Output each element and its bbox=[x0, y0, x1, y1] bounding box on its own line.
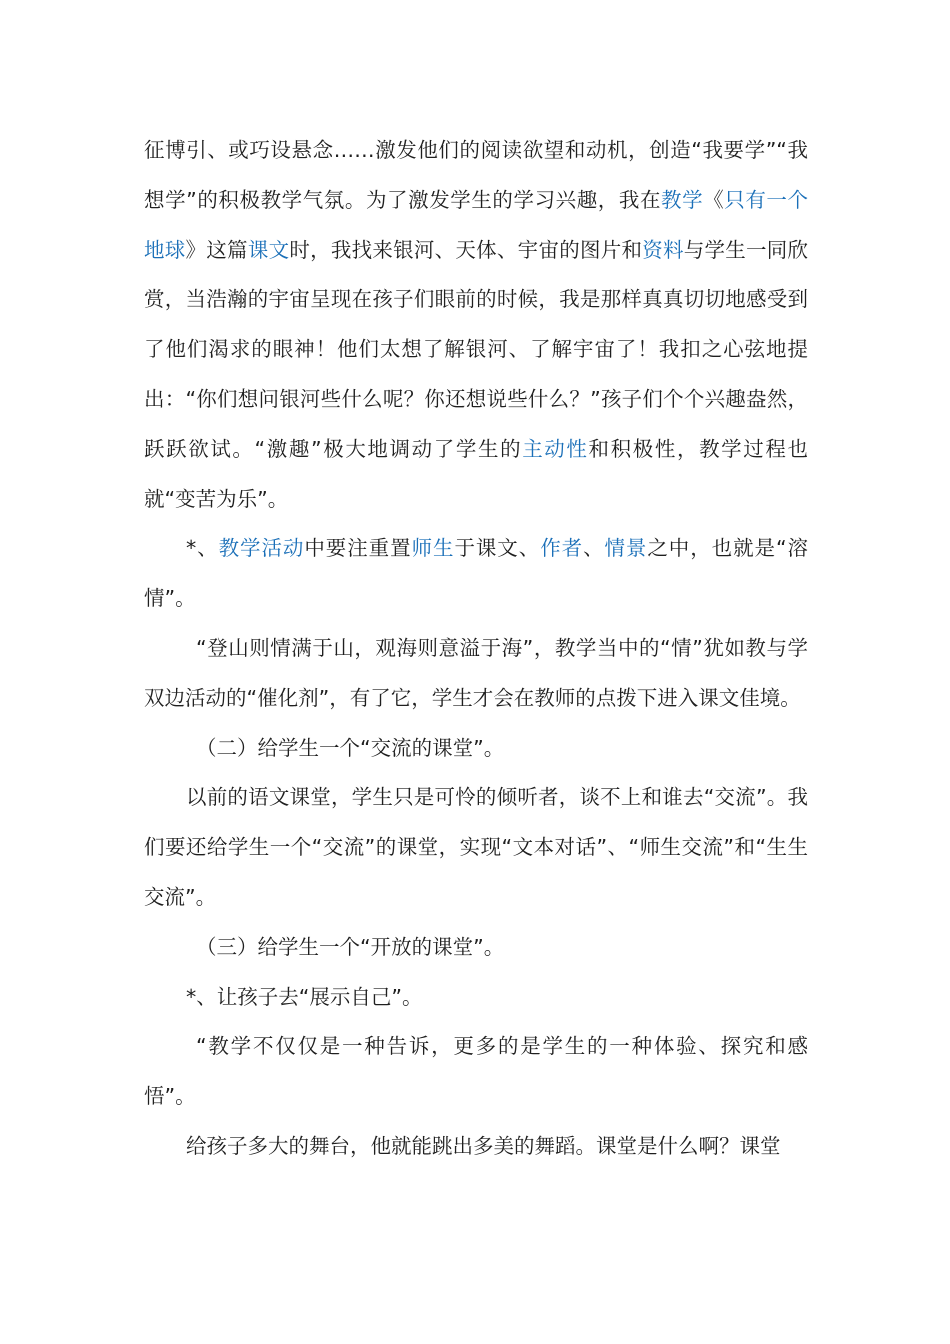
link-jiaoxue[interactable]: 教学 bbox=[661, 187, 704, 212]
link-kewen[interactable]: 课文 bbox=[247, 237, 290, 262]
paragraph-communication bbox=[144, 773, 808, 922]
paragraph-inspire-interest bbox=[144, 126, 808, 524]
paragraph-quote-emotion bbox=[144, 624, 808, 724]
text-run: 给孩子多大的舞台，他就能跳出多美的舞蹈。课堂是什么啊？课堂 bbox=[186, 1133, 781, 1158]
link-jiaoxue-huodong[interactable]: 教学活动 bbox=[218, 536, 305, 561]
text-run: 时，我找来银河、天体、宇宙的图片和 bbox=[289, 237, 643, 262]
link-qingjing[interactable]: 情景 bbox=[604, 536, 648, 561]
link-shisheng[interactable]: 师生 bbox=[411, 536, 455, 561]
text-run: 征博引、或巧设悬念……激发他们的阅读欲望和动机，创造“我要学”“我想学”的积极教学气氛。为了激发学生的学习兴趣，我在 bbox=[144, 138, 808, 212]
paragraph-show-yourself bbox=[144, 973, 808, 1023]
text-run: （二）给学生一个“交流的课堂”。 bbox=[196, 735, 505, 760]
link-zuozhe[interactable]: 作者 bbox=[540, 536, 584, 561]
link-only-one-earth[interactable]: 只有一个地球 bbox=[144, 187, 809, 262]
text-run: *、 bbox=[186, 536, 219, 561]
text-run: （三）给学生一个“开放的课堂”。 bbox=[196, 934, 505, 959]
document-body bbox=[144, 126, 808, 1172]
link-ziliao[interactable]: 资料 bbox=[642, 237, 684, 262]
text-run: *、让孩子去“展示自己”。 bbox=[186, 984, 423, 1009]
text-run: “登山则情满于山，观海则意溢于海”，教学当中的“情”犹如教与学双边活动的“催化剂”，有了它，学生才会在教师的点拨下进入课文佳境。 bbox=[144, 635, 808, 710]
text-run: “教学不仅仅是一种告诉，更多的是学生的一种体验、探究和感悟”。 bbox=[144, 1034, 808, 1109]
text-run: 《 bbox=[703, 187, 725, 212]
text-run: 于课文、 bbox=[454, 536, 541, 561]
text-run: 、 bbox=[583, 536, 605, 561]
text-run: 之中，也就是“溶情”。 bbox=[144, 536, 809, 611]
paragraph-rong-qing bbox=[144, 524, 808, 624]
link-zhudongxing[interactable]: 主动性 bbox=[522, 436, 589, 461]
paragraph-stage bbox=[144, 1122, 808, 1172]
text-run: 与学生一同欣赏，当浩瀚的宇宙呈现在孩子们眼前的时候，我是那样真真切切地感受到了他们渴求的眼神！他们太想了解银河、了解宇宙了！我扣之心弦地提出：“你们想问银河些什么呢？你还想说些什么？”孩子们个个兴趣盎然，跃跃欲试。“激趣”极大地调动了学生的 bbox=[144, 237, 809, 461]
text-run: 中要注重置 bbox=[304, 536, 412, 561]
heading-section-three bbox=[144, 923, 808, 973]
text-run: 以前的语文课堂，学生只是可怜的倾听者，谈不上和谁去“交流”。我们要还给学生一个“交流”的课堂，实现“文本对话”、“师生交流”和“生生交流”。 bbox=[144, 785, 808, 909]
paragraph-quote-teaching bbox=[144, 1022, 808, 1122]
text-run: 和积极性，教学过程也就“变苦为乐”。 bbox=[144, 436, 809, 511]
heading-section-two bbox=[144, 724, 808, 774]
text-run: 》这篇 bbox=[185, 237, 248, 262]
